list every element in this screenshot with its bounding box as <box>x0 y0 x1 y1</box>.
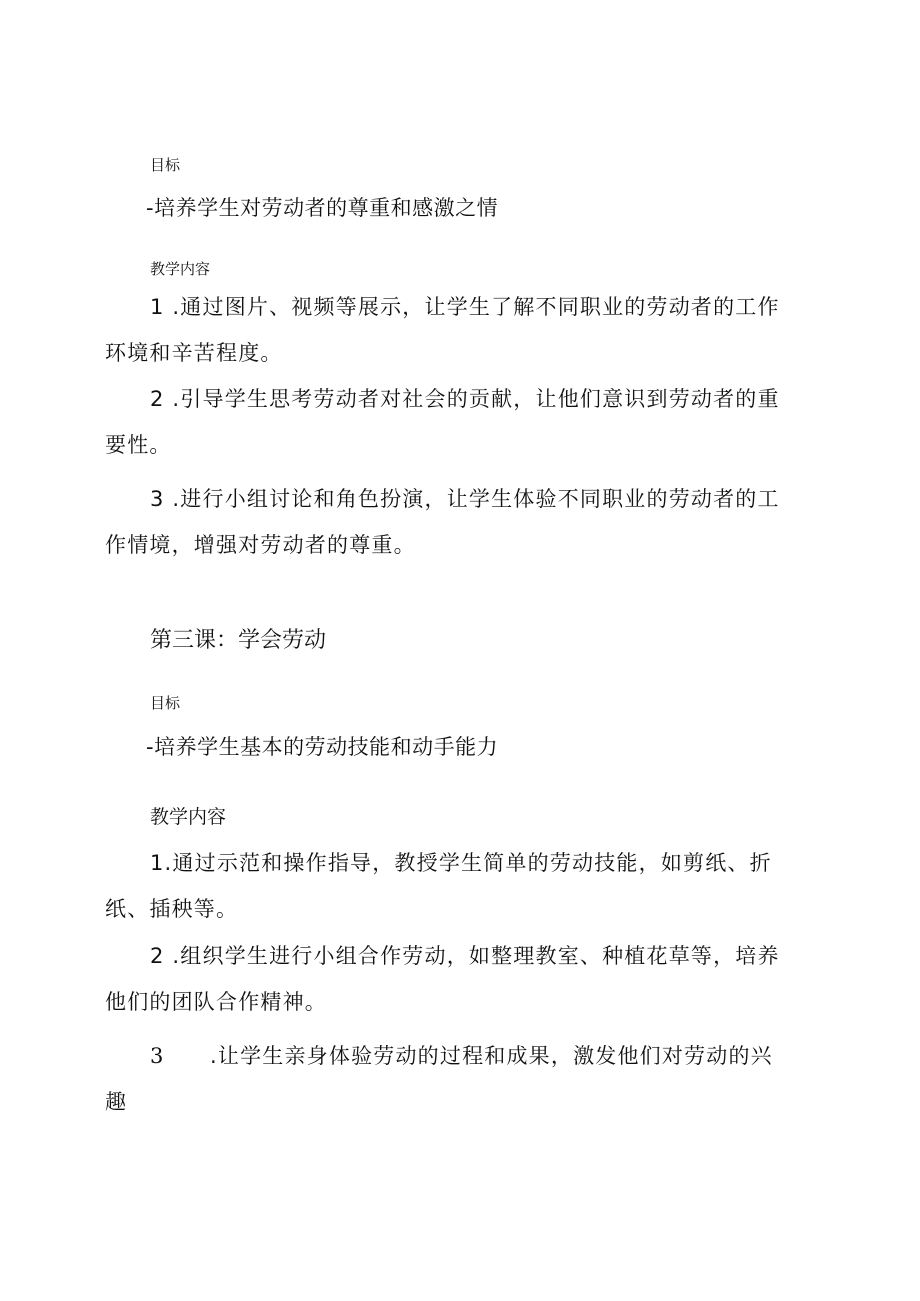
list-item-2-line-2: 要性。 <box>105 433 172 457</box>
list-item-3-line-1: 3 .进行小组讨论和角色扮演，让学生体验不同职业的劳动者的工 <box>150 487 780 511</box>
content-label: 教学内容 <box>150 260 211 278</box>
goal-label: 目标 <box>150 694 181 712</box>
list-item-2-line-1: 2 .组织学生进行小组合作劳动，如整理教室、种植花草等，培养 <box>150 944 780 968</box>
content-label: 教学内容 <box>150 806 227 828</box>
list-item-1-line-2: 纸、插秧等。 <box>105 897 239 921</box>
list-item-1-line-1: 1.通过示范和操作指导，教授学生简单的劳动技能，如剪纸、折 <box>150 851 772 875</box>
goal-text: -培养学生基本的劳动技能和动手能力 <box>146 735 499 759</box>
list-item-3-line-1: .让学生亲身体验劳动的过程和成果，激发他们对劳动的兴 <box>210 1044 773 1068</box>
goal-text: -培养学生对劳动者的尊重和感激之情 <box>146 196 499 220</box>
goal-label: 目标 <box>150 156 181 174</box>
list-item-3-line-2: 作情境，增强对劳动者的尊重。 <box>105 533 416 557</box>
list-item-1-line-2: 环境和辛苦程度。 <box>105 341 283 365</box>
lesson-title: 第三课：学会劳动 <box>150 628 327 653</box>
list-item-1-line-1: 1 .通过图片、视频等展示，让学生了解不同职业的劳动者的工作 <box>150 295 780 319</box>
list-item-2-line-2: 他们的团队合作精神。 <box>105 990 327 1014</box>
list-item-3-line-2: 趣 <box>105 1090 128 1114</box>
list-item-2-line-1: 2 .引导学生思考劳动者对社会的贡献，让他们意识到劳动者的重 <box>150 387 780 411</box>
list-item-3-number: 3 <box>150 1044 165 1068</box>
